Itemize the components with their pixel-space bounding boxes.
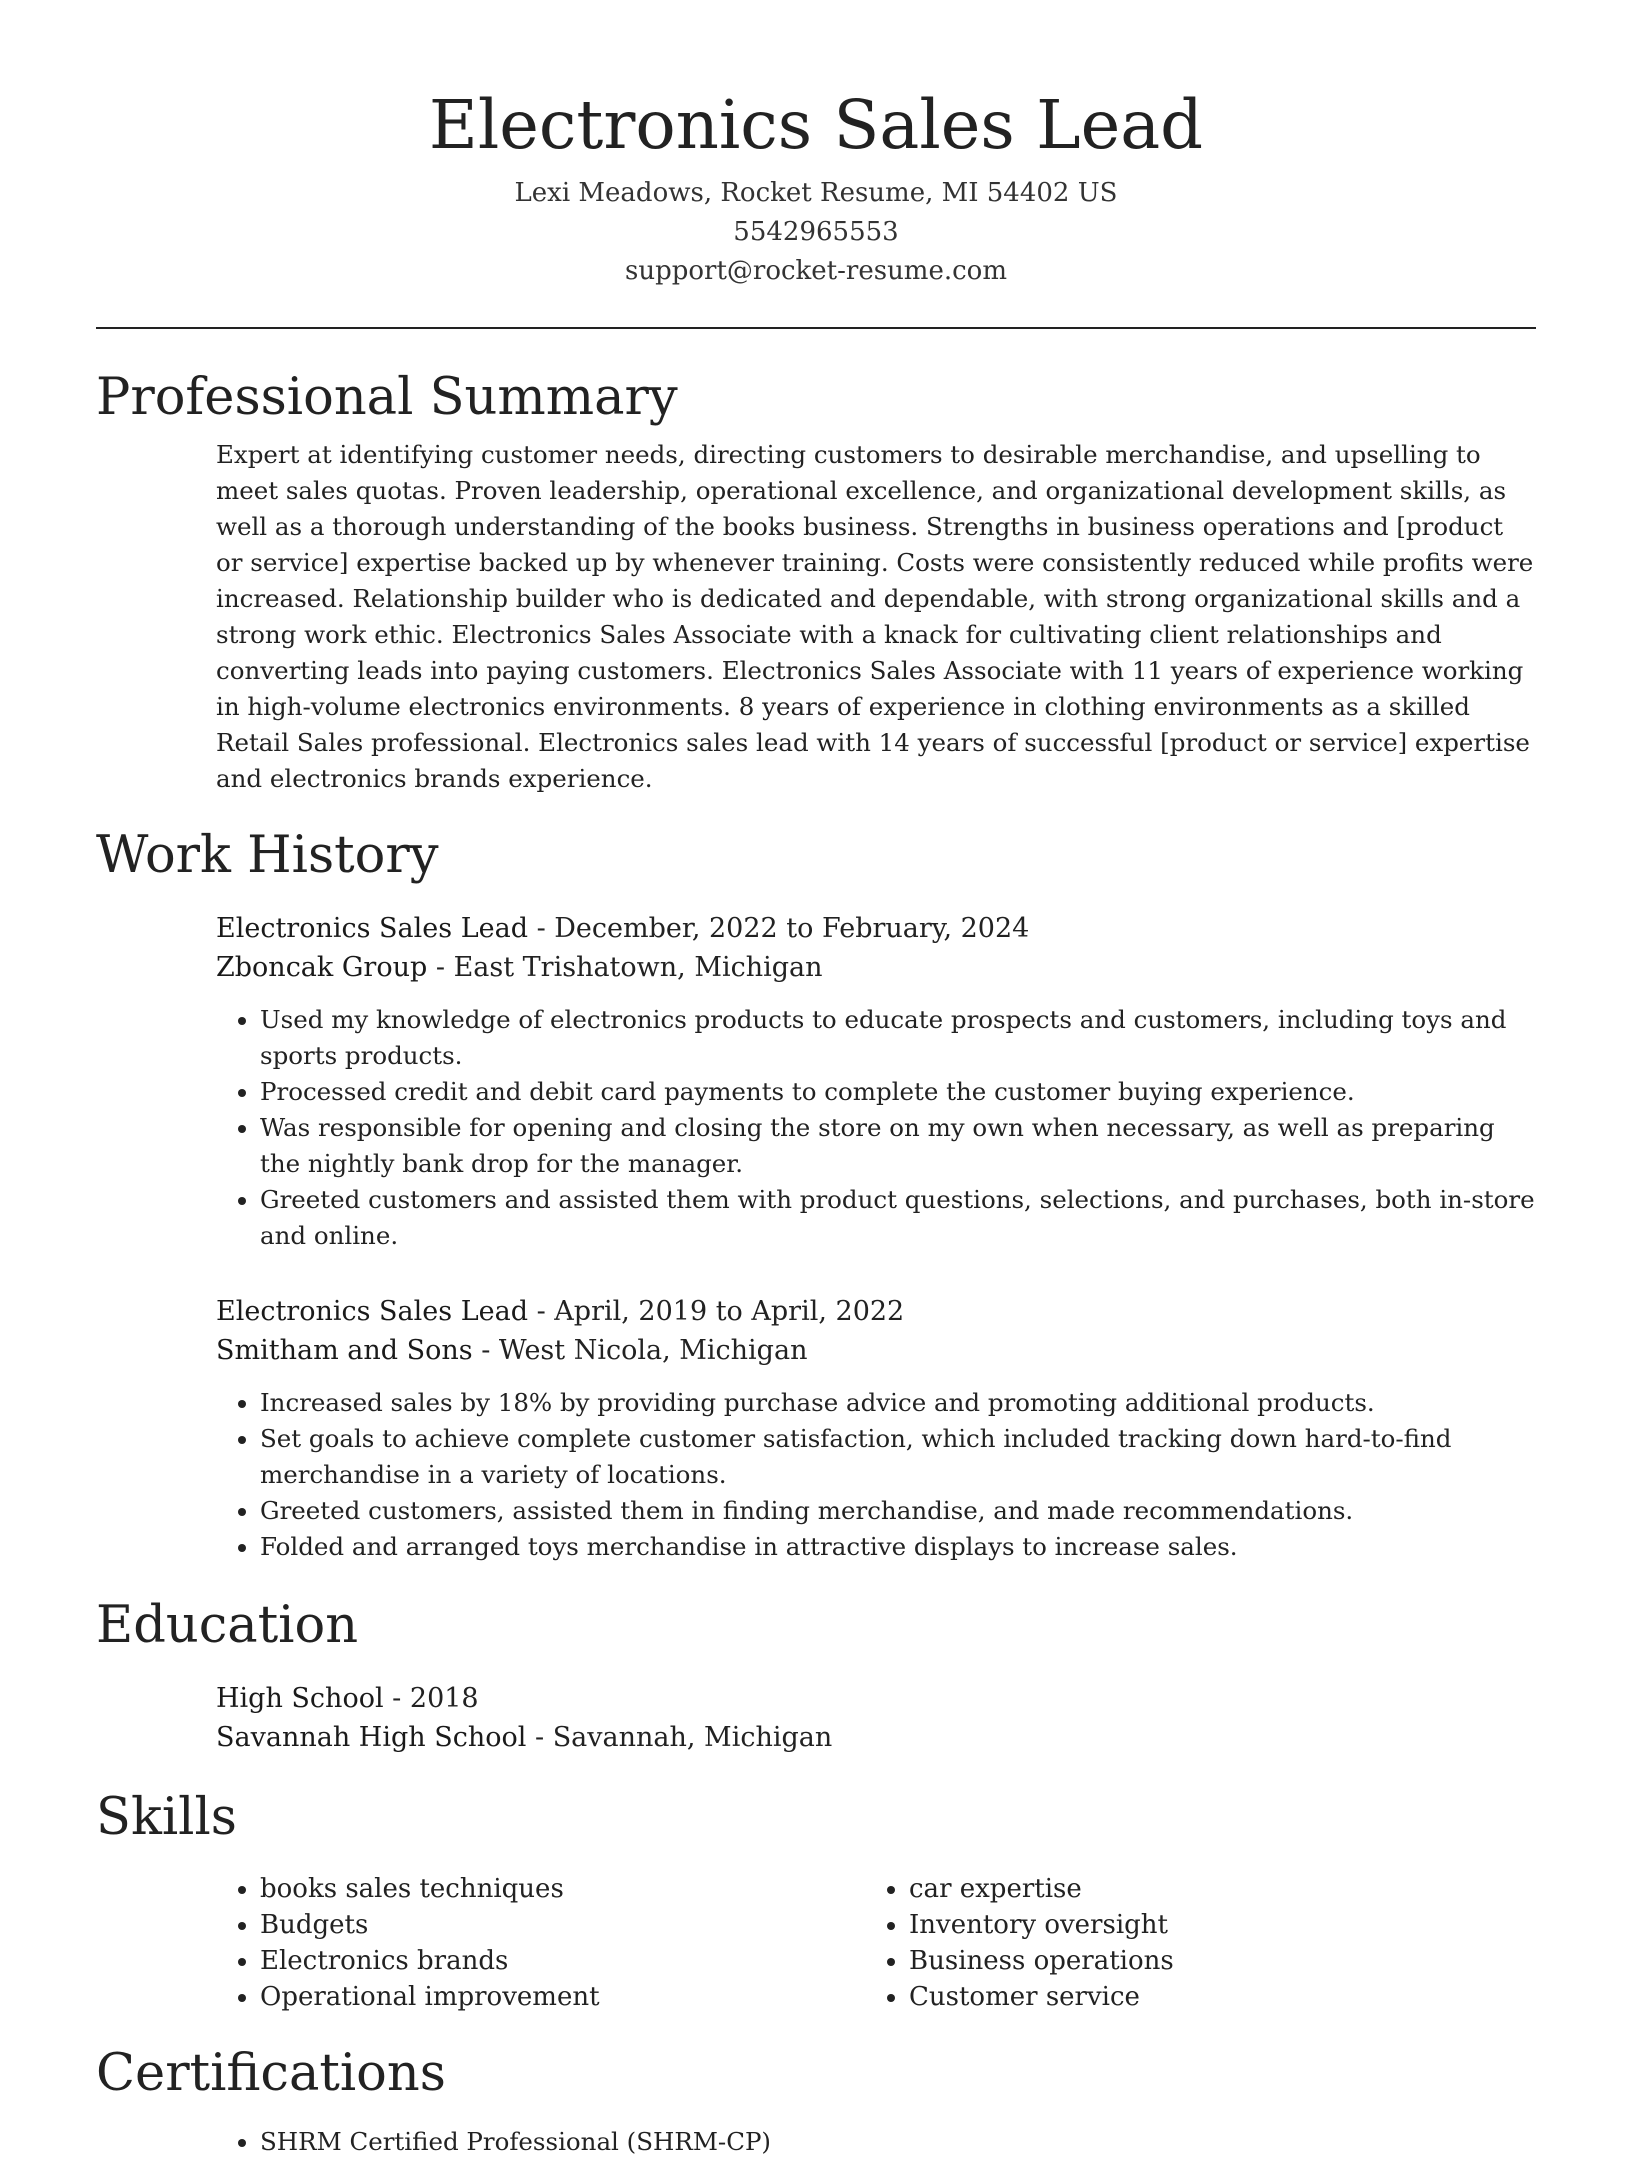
job-bullet: • Was responsible for opening and closing the store on my own when necessary, as well as preparing the nightly bank drop for the manager.: [260, 1110, 1536, 1182]
skills-heading: Skills: [96, 1788, 237, 1847]
certifications-entry: [216, 2124, 1536, 2160]
education-year: 2018: [409, 1683, 479, 1714]
summary-heading: Professional Summary: [96, 368, 678, 427]
job-bullet: • Greeted customers and assisted them with product questions, selections, and purchases, both in-store and online.: [260, 1182, 1536, 1254]
job-company: Zboncak Group: [216, 952, 428, 983]
skills-column-left: [216, 1871, 865, 2015]
resume-header: [96, 0, 1536, 291]
separator: -: [427, 952, 454, 983]
skills-column-right: [865, 1871, 1514, 2015]
separator: -: [472, 1335, 499, 1366]
separator: -: [526, 1722, 553, 1753]
education-heading: Education: [96, 1596, 359, 1655]
skill-item: • books sales techniques: [260, 1871, 865, 1907]
job-location: West Nicola, Michigan: [498, 1335, 808, 1366]
job-bullets: [216, 1002, 1536, 1254]
job-bullet: • Used my knowledge of electronics products to educate prospects and customers, including toys and sports products.: [260, 1002, 1536, 1074]
separator: -: [383, 1683, 410, 1714]
skill-item: • car expertise: [909, 1871, 1514, 1907]
job-title: Electronics Sales Lead: [216, 913, 528, 944]
separator: -: [527, 913, 555, 944]
job-bullet: • Greeted customers, assisted them in finding merchandise, and made recommendations.: [260, 1493, 1536, 1529]
skill-item: • Electronics brands: [260, 1943, 865, 1979]
email-line: support@rocket-resume.com: [624, 256, 1007, 286]
contact-block: [96, 174, 1536, 291]
job-company-line: [216, 948, 1536, 987]
skills-grid: [216, 1871, 1536, 2015]
separator: -: [527, 1296, 555, 1327]
job-bullet: • Folded and arranged toys merchandise in attractive displays to increase sales.: [260, 1529, 1536, 1565]
job-company: Smitham and Sons: [216, 1335, 473, 1366]
job-bullet: • Processed credit and debit card payments to complete the customer buying experience.: [260, 1074, 1536, 1110]
summary-text: Expert at identifying customer needs, directing customers to desirable merchandise, and upselling to meet sales quotas. Proven leadership, operational excellence, and organizational development skills, as well as a thorough understanding of the books business. Strengths in business operations and [product or service] expertise backed up by whenever training. Costs were consistently reduced while profits were increased. Relationship builder who is dedicated and dependable, with strong organizational skills and a strong work ethic. Electronics Sales Associate with a knack for cultivating client relationships and converting leads into paying customers. Electronics Sales Associate with 11 years of experience working in high-volume electronics environments. 8 years of experience in clothing environments as a skilled Retail Sales professional. Electronics sales lead with 14 years of successful [product or service] expertise and electronics brands experience.: [216, 440, 1534, 793]
certification-item: • SHRM Certified Professional (SHRM-CP): [260, 2124, 1536, 2160]
skill-item: • Operational improvement: [260, 1979, 865, 2015]
resume-title: Electronics Sales Lead: [428, 86, 1204, 164]
job-bullet: • Set goals to achieve complete customer satisfaction, which included tracking down hard-to-find merchandise in a variety of locations.: [260, 1421, 1536, 1493]
job-bullet: • Increased sales by 18% by providing purchase advice and promoting additional products.: [260, 1385, 1536, 1421]
job-dates: April, 2019 to April, 2022: [554, 1296, 905, 1327]
skill-item: • Budgets: [260, 1907, 865, 1943]
job-location: East Trishatown, Michigan: [453, 952, 823, 983]
education-degree: High School: [216, 1683, 384, 1714]
resume-page: [96, 0, 1536, 2160]
job-bullets: [216, 1385, 1536, 1565]
skill-item: • Inventory oversight: [909, 1907, 1514, 1943]
education-degree-line: [216, 1679, 1536, 1718]
job-dates: December, 2022 to February, 2024: [554, 913, 1030, 944]
job-entry: [216, 909, 1536, 1254]
job-title: Electronics Sales Lead: [216, 1296, 528, 1327]
skill-item: • Business operations: [909, 1943, 1514, 1979]
education-location: Savannah, Michigan: [552, 1722, 833, 1753]
address-line: Lexi Meadows, Rocket Resume, MI 54402 US: [514, 178, 1118, 208]
certifications-list: [216, 2124, 1536, 2160]
education-school-line: [216, 1718, 1536, 1757]
certifications-heading: Certifications: [96, 2044, 446, 2103]
education-school: Savannah High School: [216, 1722, 527, 1753]
phone-line: 5542965553: [733, 217, 899, 247]
job-entry: [216, 1292, 1536, 1565]
job-company-line: [216, 1331, 1536, 1370]
job-title-line: [216, 909, 1536, 948]
skill-item: • Customer service: [909, 1979, 1514, 2015]
education-entry: [216, 1679, 1536, 1757]
job-title-line: [216, 1292, 1536, 1331]
work-history-heading: Work History: [96, 826, 439, 885]
header-divider: [96, 327, 1536, 329]
